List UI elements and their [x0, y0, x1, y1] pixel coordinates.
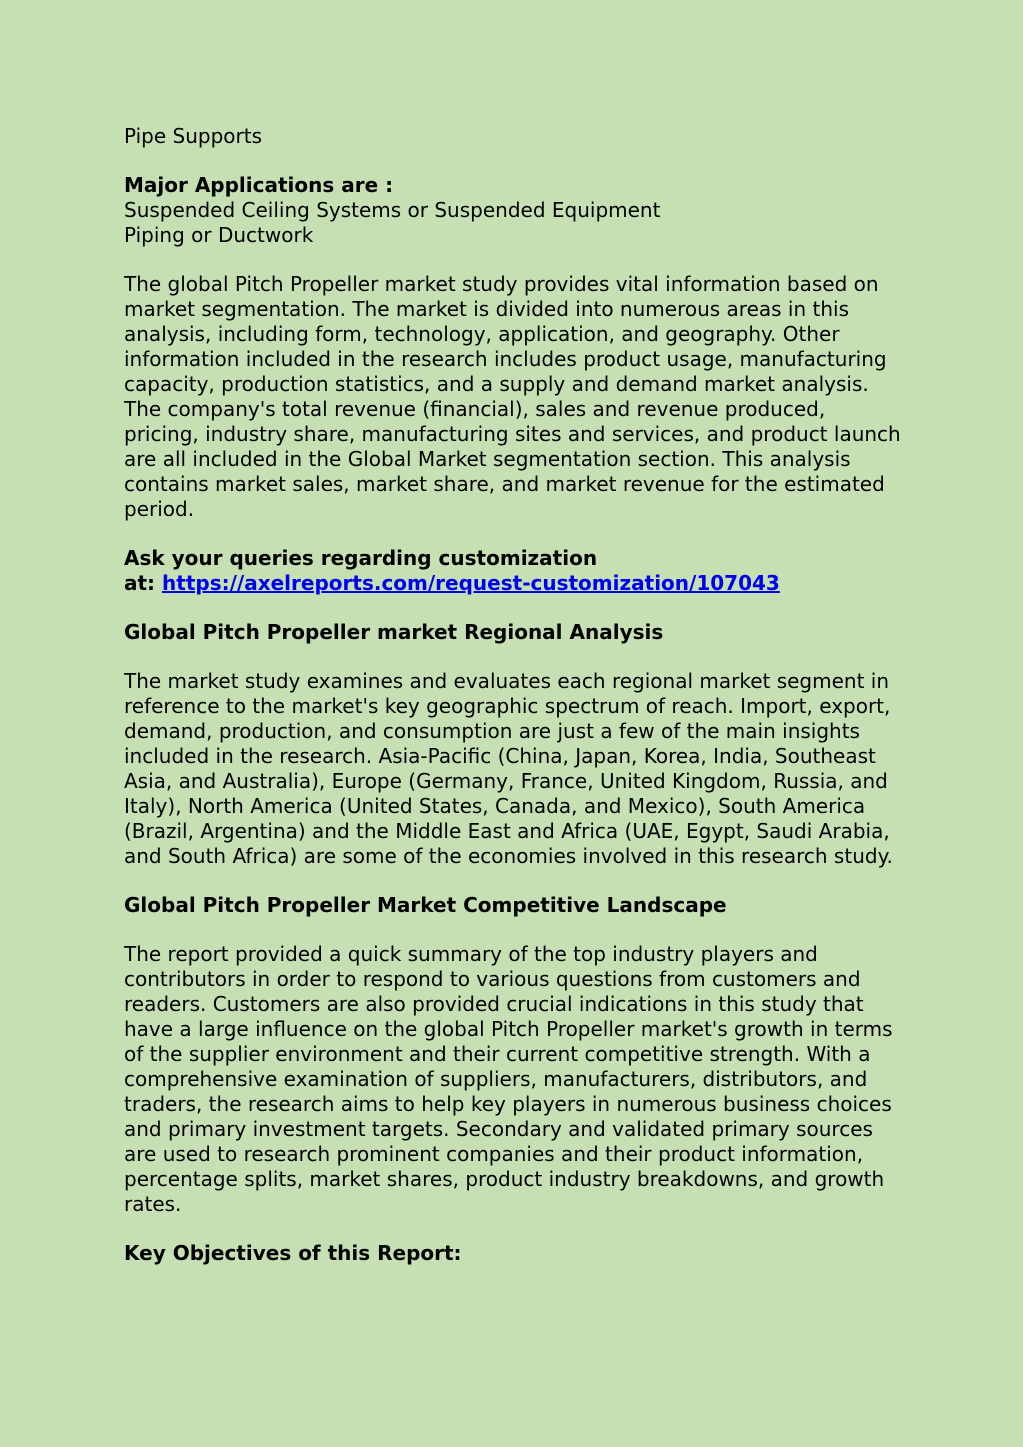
- intro-paragraph: The global Pitch Propeller market study provides vital information based on market segmentation. The market is divided into numerous areas in this analysis, including form, technology, application, and geography. Other information included in the research includes product usage, manufacturing capacity, production statistics, and a supply and demand market analysis. The company's total revenue (financial), sales and revenue produced, pricing, industry share, manufacturing sites and services, and product launch are all included in the Global Market segmentation section. This analysis contains market sales, market share, and market revenue for the estimated period.: [124, 272, 901, 521]
- application-item: Suspended Ceiling Systems or Suspended Equipment: [124, 198, 661, 222]
- customization-prompt: Ask your queries regarding customization: [124, 546, 598, 570]
- application-item: Piping or Ductwork: [124, 223, 314, 247]
- spacer: [124, 149, 903, 173]
- spacer: [124, 1217, 903, 1241]
- spacer: [124, 869, 903, 893]
- spacer: [124, 645, 903, 669]
- objectives-heading: Key Objectives of this Report:: [124, 1241, 462, 1265]
- spacer: [124, 248, 903, 272]
- spacer: [124, 522, 903, 546]
- customization-link-line: [124, 571, 903, 596]
- customization-link[interactable]: https://axelreports.com/request-customization/107043: [162, 571, 780, 595]
- customization-prefix: at:: [124, 571, 163, 595]
- spacer: [124, 596, 903, 620]
- regional-paragraph: The market study examines and evaluates each regional market segment in reference to the market's key geographic spectrum of reach. Import, export, demand, production, and consumption are just a few of the main insights included in the research. Asia-Pacific (China, Japan, Korea, India, Southeast Asia, and Australia), Europe (Germany, France, United Kingdom, Russia, and Italy), North America (United States, Canada, and Mexico), South America (Brazil, Argentina) and the Middle East and Africa (UAE, Egypt, Saudi Arabia, and South Africa) are some of the economies involved in this research study.: [124, 669, 893, 868]
- competitive-paragraph: The report provided a quick summary of the top industry players and contributors in order to respond to various questions from customers and readers. Customers are also provided crucial indications in this study that have a large influence on the global Pitch Propeller market's growth in terms of the supplier environment and their current competitive strength. With a comprehensive examination of suppliers, manufacturers, distributors, and traders, the research aims to help key players in numerous business choices and primary investment targets. Secondary and validated primary sources are used to research prominent companies and their product information, percentage splits, market shares, product industry breakdowns, and growth rates.: [124, 942, 893, 1216]
- applications-heading: Major Applications are :: [124, 173, 394, 197]
- segment-item: Pipe Supports: [124, 124, 263, 148]
- competitive-heading: Global Pitch Propeller Market Competitive Landscape: [124, 893, 727, 917]
- spacer: [124, 918, 903, 942]
- regional-heading: Global Pitch Propeller market Regional Analysis: [124, 620, 664, 644]
